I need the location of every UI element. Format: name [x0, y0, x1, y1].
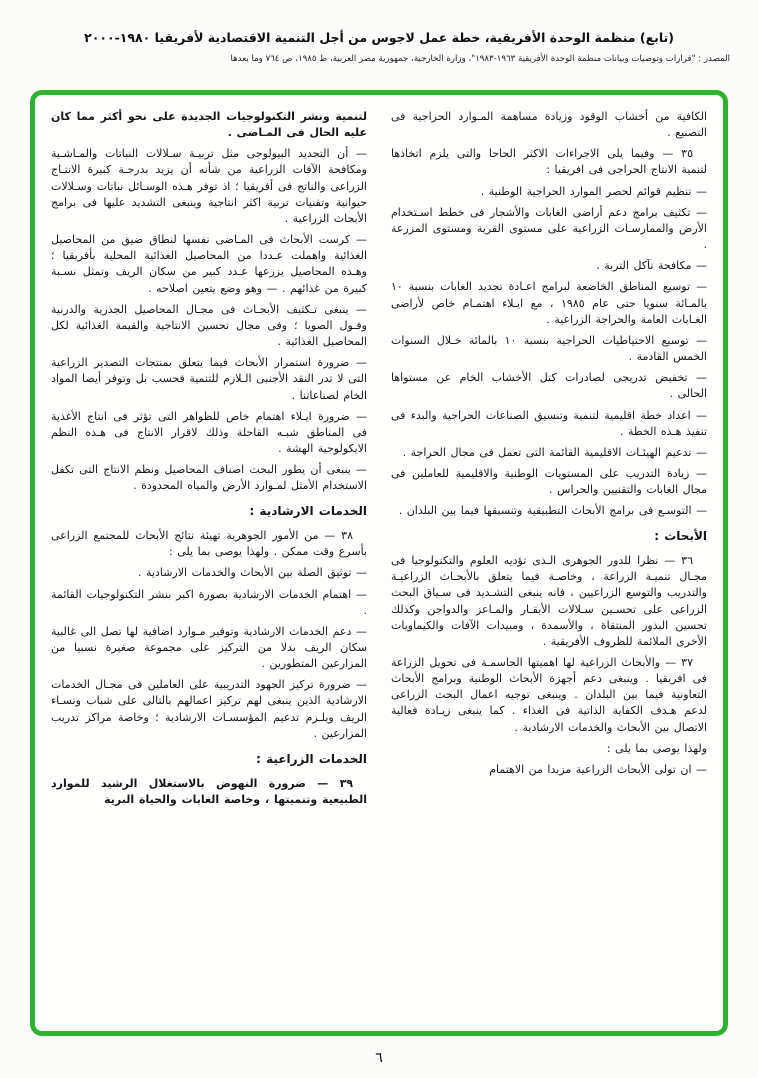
paragraph: ٣٦ — نظرا للدور الجوهرى الـذى تؤديه العلوم والتكنولوجيا فى مجـال تنميـة الزراعة ، وخاصـة فيما يتعلق بالأبحـاث الزراعيـة والتدريب والتوسع الزراعيين ، فانه ينبغى التشـديد فى سـياق البحث الزراعى على تحسـين سـلالات الأبقـار والمـاعز والدواجن وكذلك تحسين البذور المنتقاة ، والأسمدة ، ومبيدات الآفات والكيماويات الأخرى الملائمة للظروف الأفريقية .: [391, 554, 707, 648]
paragraph: — توسيع المناطق الخاضعة لبرامج اعـادة تجديد الغابات بنسبة ١٠ بالمـائة سنويا حتى عام ١٩٨٥ ، مع ايـلاء اهتمـام خاص لأراضى الغـابات العامة والحراجة الزراعية .: [391, 280, 708, 326]
paragraph: — ينبغى أن يطور البحث اصناف المحاصيل ونظم الانتاج التى تكفل الاستخدام الأمثل لمـوارد الأرض والمياه المحدودة .: [51, 463, 367, 493]
section-heading: الخدمات الارشادية :: [249, 504, 367, 519]
section-heading: الخدمات الزراعية :: [256, 751, 367, 766]
paragraph: — دعم الخدمات الارشادية وتوفير مـوارد اضافية لها تصل الى غالبية سكان الريف بدلا من التركيز على مجموعة صغيرة نسبيا من المزارعين المتطورين .: [51, 624, 367, 671]
paragraph: — ضرورة تركيز الجهود التدريبية على العاملين فى مجـال الخدمات الارشادية الذين ينبغى لهم تركيز اعمالهم بالتالى على شباب ونسـاء الريف ويلـزم تدعيم المؤسسـات الارشادية ؛ وخاصة مراكز تدريب المزارعين .: [51, 678, 367, 740]
content-frame: [30, 90, 728, 1036]
paragraph: ولهذا يوصى بما يلى :: [606, 741, 707, 755]
paragraph: — توثيق الصلة بين الأبحاث والخدمات الارشادية .: [138, 566, 367, 580]
paragraph: — ضرورة استمرار الأبحاث فيما يتعلق بمنتجات التصدير الزراعية التى لا تدر النقد الأجنبى الـلازم للتنمية فحسب بل وتوفر أيضا المواد الخام لصناعاتنا .: [51, 356, 367, 402]
paragraph: — مكافحة تآكل التربة .: [596, 259, 707, 273]
paragraph: — زيادة التدريب على المستويات الوطنية والاقليمية للعاملين فى مجال الغابات والتقنيين والحراس .: [391, 466, 707, 497]
paragraph: ٣٩ — ضرورة النهوض بالاستغلال الرشيد للموارد الطبيعية وتنميتها ، وخاصة الغابات والحياة البرية: [51, 776, 367, 806]
page-number: ٦: [375, 1050, 383, 1066]
paragraph: ٣٥ — وفيما يلى الاجراءات الاكثر الحاحا والتى يلزم اتخاذها لتنمية الانتاج الحراجى فى افريقيا :: [391, 147, 707, 177]
column-right: [391, 109, 707, 1021]
paragraph: ٣٧ — والأبحاث الزراعية لها اهميتها الحاسمـة فى تحويل الزراعة فى افريقيا . وينبغى دعم أجهزة الأبحاث الوطنية وبرامج الأبحاث التعاونية فيما بين البلدان . وينبغى توجيه اعمال البحث الزراعى لدعم هـدف الكفاية الذاتية فى الغذاء . كما ينبغى زيـادة فعالية الاتصال بين الأبحاث والخدمات الارشادية .: [391, 656, 707, 734]
paragraph: — اهتمام الخدمات الارشادية بصورة اكبر بنشر التكنولوجيات القائمة .: [51, 587, 367, 617]
document-source: المصدر : "قرارات وتوصيات وبيانات منظمة الوحدة الأفريقية ١٩٦٣-١٩٨٣"، وزارة الخارجية، جمهورية مصر العربية، ط ١٩٨٥، ص ٧٦٤ وما بعدها: [230, 54, 730, 64]
section-heading: الأبحاث :: [654, 529, 707, 544]
paragraph: — كرست الأبحاث فى المـاضى نفسها لنطاق ضيق من المحاصيل الغذائية واهملت عـددا من المحاصيل الغذائية المحلية بأفريقيا ؛ وهـذه المحاصيل يزرعها عـدد كبير من سكان الريف وتمثل نسـبة كبيرة من غذائهم . — وهو وضع يتعين اصلاحه .: [51, 233, 367, 295]
document-title: (تابع) منظمة الوحدة الأفريقية، خطة عمل لاجوس من أجل التنمية الاقتصادية لأفريقيا ١٩٨٠-٢٠٠٠: [84, 30, 674, 45]
paragraph: — التوسـع فى برامج الأبحاث التطبيقية وتنسيقها فيما بين البلدان .: [398, 504, 707, 518]
paragraph: — تنظيم قوائم لحصر الموارد الحراجية الوطنية .: [480, 184, 707, 198]
paragraph: — ان تولى الأبحاث الزراعية مزيدا من الاهتمام: [489, 762, 707, 776]
column-left: [51, 109, 367, 1021]
paragraph: الكافية من أخشاب الوقود وزيادة مساهمة المـوارد الحراجية فى التصنيع .: [391, 110, 707, 140]
paragraph: — تكثيف برامج دعم أراضى الغابات والأشجار فى خطط اسـتخدام الأرض والممارسـات الزراعية على مستوى القرية ومستوى المزرعة .: [391, 205, 707, 252]
paragraph: ٣٨ — من الأمور الجوهرية تهيئة نتائج الأبحاث للمجتمع الزراعى بأسرع وقت ممكن . ولهذا يوصى بما يلى :: [51, 529, 367, 559]
paragraph: — أن التجديد البيولوجى مثل تربيـة سـلالات النباتات والمـاشـية ومكافحة الآفات الزراعية من شأنه أن يزيد بدرجـة كبيرة الانتـاج الزراعى والناتج فى أفريقيا ؛ اذ توفر هـذه الوسـائل نباتات وسـلالات حيوانية وتقنيات تربية اكثر انتاجية وينبغى التشديد عليها فى برامج الأبحاث الزراعية .: [51, 147, 367, 225]
paragraph: — تخفيض تدريجى لصادرات كتل الأخشاب الخام عن مستواها الحالى .: [391, 371, 707, 401]
document-header: [26, 30, 732, 64]
page-footer: [0, 1047, 758, 1066]
paragraph: — ينبغى تـكثيف الأبحـاث فى مجـال المحاصيل الجذرية والدرنية وفـول الصويا ؛ وفى مجال تحسين الانتاجية والقيمة الغذائية لكل المحاصيل الغذائية .: [51, 302, 367, 349]
paragraph: — اعداد خطة اقليمية لتنمية وتنسيق الصناعات الحراجية والبدء فى تنفيذ هـذه الخطة .: [391, 408, 707, 438]
paragraph: لتنمية ونشر التكنولوجيات الجديدة على نحو أكثر مما كان عليه الحال فى المـاضى .: [51, 110, 367, 140]
paragraph: — ضرورة ايـلاء اهتمام خاص للظواهر التى تؤثر فى انتاج الأغذية فى المناطق شبـه القاحلة وذلك لاقرار الانتاج فى هـذه النظم الايكولوجية الهشة .: [51, 409, 367, 455]
paragraph: — تدعيم الهيئـات الاقليمية القائمة التى تعمل فى مجال الحراجة .: [402, 445, 707, 459]
paragraph: — توسيع الاحتياطيات الحراجية بنسبة ١٠ بالمائة خـلال السنوات الخمس القادمة .: [391, 333, 707, 364]
